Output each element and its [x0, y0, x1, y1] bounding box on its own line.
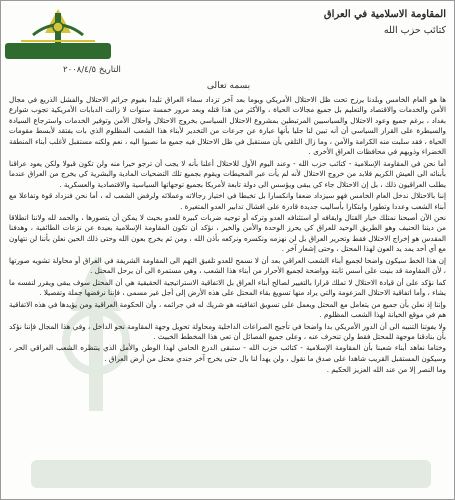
paragraph: وإننا إذ نعلن بأن جميع من يتعامل مع المحتل ويعمل على تسويق اتفاقيته هو شريك له في جرائمه ، وأن الحكومة العراقية ومن يؤيدها في هذه الاتفاقية هم في موقع الخيانة لهذا الشعب المظلوم . [9, 299, 446, 320]
document-header [1, 1, 455, 89]
paragraph: إن هذا الخط سيكون واضحا لجميع أبناء الشعب العراقي بعد أن لا نسمح للعدو تلفيق التهم الى المقاومة الشريفة في العراق أو محاولة تشويه صورتها ، لأن المقاومة قد بنيت على أسس ثابتة وواضحة لجميع الأحرار من أبناء هذا الشعب ، وهي مستمرة الى أن يرحل المحتل . [9, 255, 446, 276]
organization-name: المقاومة الاسلامية في العراق [323, 9, 446, 20]
basmala: بسمه تعالى [206, 81, 251, 91]
paragraph: ها هو العام الخامس وبلدنا يرزح تحت ظل الاحتلال الأمريكي ويوما بعد آخر تزداد سماء العراق تلبدا بغيوم جرائم الاحتلال والفشل الذريع في مجال الأمن والخدمات والاقتصاد والتعليم بل جميع مجالات الحياة ، والأكثر من هذا قتله وبعد مرور خمسة سنوات لا زالت الدبابات الأمريكية تجوب شوارع بغداد ، برغم جميع وعود الاحتلال والسياسيين المرتبطين بمشروع الاحتلال السياسي بخروج الاحتلال واحلال الأمن وتوفير الخدمات واسترجاع السيادة والسيطرة على القرار السياسي أن أنه تبين لنا جليا بأنها عبارة عن جرعات من التخدير لأبناء هذا الشعب المظلوم الذي بات يفتقد لأبسط مقومات الحياة ، فقد سلبت منه الكرامة والأمن ، وما زال التلقي بأن مستقبل في ظل الاحتلال فيه جميع ما نصبوا اليه ، نعم ولكنه مستقبل لأغلب أبناء المنطقة الخضراء وذويهم في محافظات العراق الأخرى . [9, 95, 446, 157]
paragraph: كما نؤكد على أن قيادة الاحتلال لا تملك قرارا بالتغيير لصالح أبناء العراق بل الاتفاقية الاستراتيجية الحقيقية هي أن المحتل سوف يبقى ويقرر لنفسه ما يشاء ، وأما اتفاقية الاحتلال المزعومة والتي يراد منها تسويغ بقاء المحتل على هذه الأرض إلى أجل غير مسمى ، فإننا نرفضها جملة وتفصيلا . [9, 277, 446, 298]
brigades-name: كتائب حزب الله [383, 25, 446, 36]
paragraph: نحن الآن أصبحنا نمتلك خيار القتال وايقافه أو استئنافه العدو وتركه أو توجيه ضربات كبيرة للعدو بحيث لا يمكن أن يتصورها ، والحمد لله ولاننا انطلاقا من ديننا الحنيف وهو الطريق الوحيد للعراق كي يحرز الوحدة والأمن والخير ، نؤكد أن تكون المقاومة الإسلامية بعيدة عن نزعات الطائفية ، وهدفنا المقدس هو إخراج الاحتلال فقط وتحرير العراق بل لن نهزمه ونكسره ونركعه بأذن الله ، ومن ثم يخرج بعون الله وحتى ذلك الحين نعلن بأننا لن نتهاون مع أي أحد يمد يد العون لهذا المحتل ، وحتى إشعار آخر . [9, 212, 446, 254]
statement-body [9, 95, 446, 493]
paragraph: وما النصر إلا من عند الله العزيز الحكيم . [326, 365, 446, 375]
paragraph: أما نحن في المقاومة الإسلامية - كتائب حزب الله - وعند اليوم الأول للاحتلال أعلنا بأنه لا يجب أن ترجو خيرا منه ولن تكون قبولا ولكن يعود عراقنا بأبنائه الى العيش الكريم فلابد من خروج الاحتلال لأنه لم يأت عبر المحيطات ويقوم بجميع تلك التضحيات المادية والبشرية كي يخرج من العراق عندما يطلب العراقيون ذلك ، بل إن الاحتلال جاء كي يبقى ويؤسس الى دولة تابعة لأمريكا بجميع توجهاتها السياسية والاقتصادية والعسكرية . [9, 158, 446, 189]
paragraph: ولا يفوتنا التنبيه الى أن الدور الأمريكي بدا واضحا في تأجيج الصراعات الداخلية ومحاولة تحويل وجهة المقاومة نحو الداخل ، وفي هذا المجال فإننا نؤكد بأن بنادقنا موجهة للمحتل فقط ولن تنحرف عنه ، وعلى جميع الفصائل أن تعي هذا المخطط الخبيث . [9, 321, 446, 341]
kataib-hezbollah-logo [3, 5, 113, 61]
paragraph: إننا بالاحتلال ندخل العام الخامس فهو سيزداد ضعفا وانكسارا بل تخبطا في اختيار رجالاته وعملائه ولرفض الشعب له ، أما نحن فنزداد قوة وتفاعلا مع أبناء الشعب وعددا وتطورا وابتكارا بأساليب جديدة قادرة على افشال تدابير العدو المتغيرة . [9, 191, 446, 211]
paragraph: وختاما نعاهد أبناء شعبنا بأن المقاومة الإسلامية - كتائب حزب الله - ستبقى الدرع الحامي لهذا الوطن والأمل الذي ينتظره الشعب العراقي الحر ، وسيكون المستقبل القريب شاهدا على صدق ما نقول ، ولن يهدأ لنا بال حتى يخرج آخر جندي محتل من أرض العراق . [9, 343, 446, 363]
document-date: التاريخ ٢٠٠٨/٤/٥ [63, 65, 121, 75]
